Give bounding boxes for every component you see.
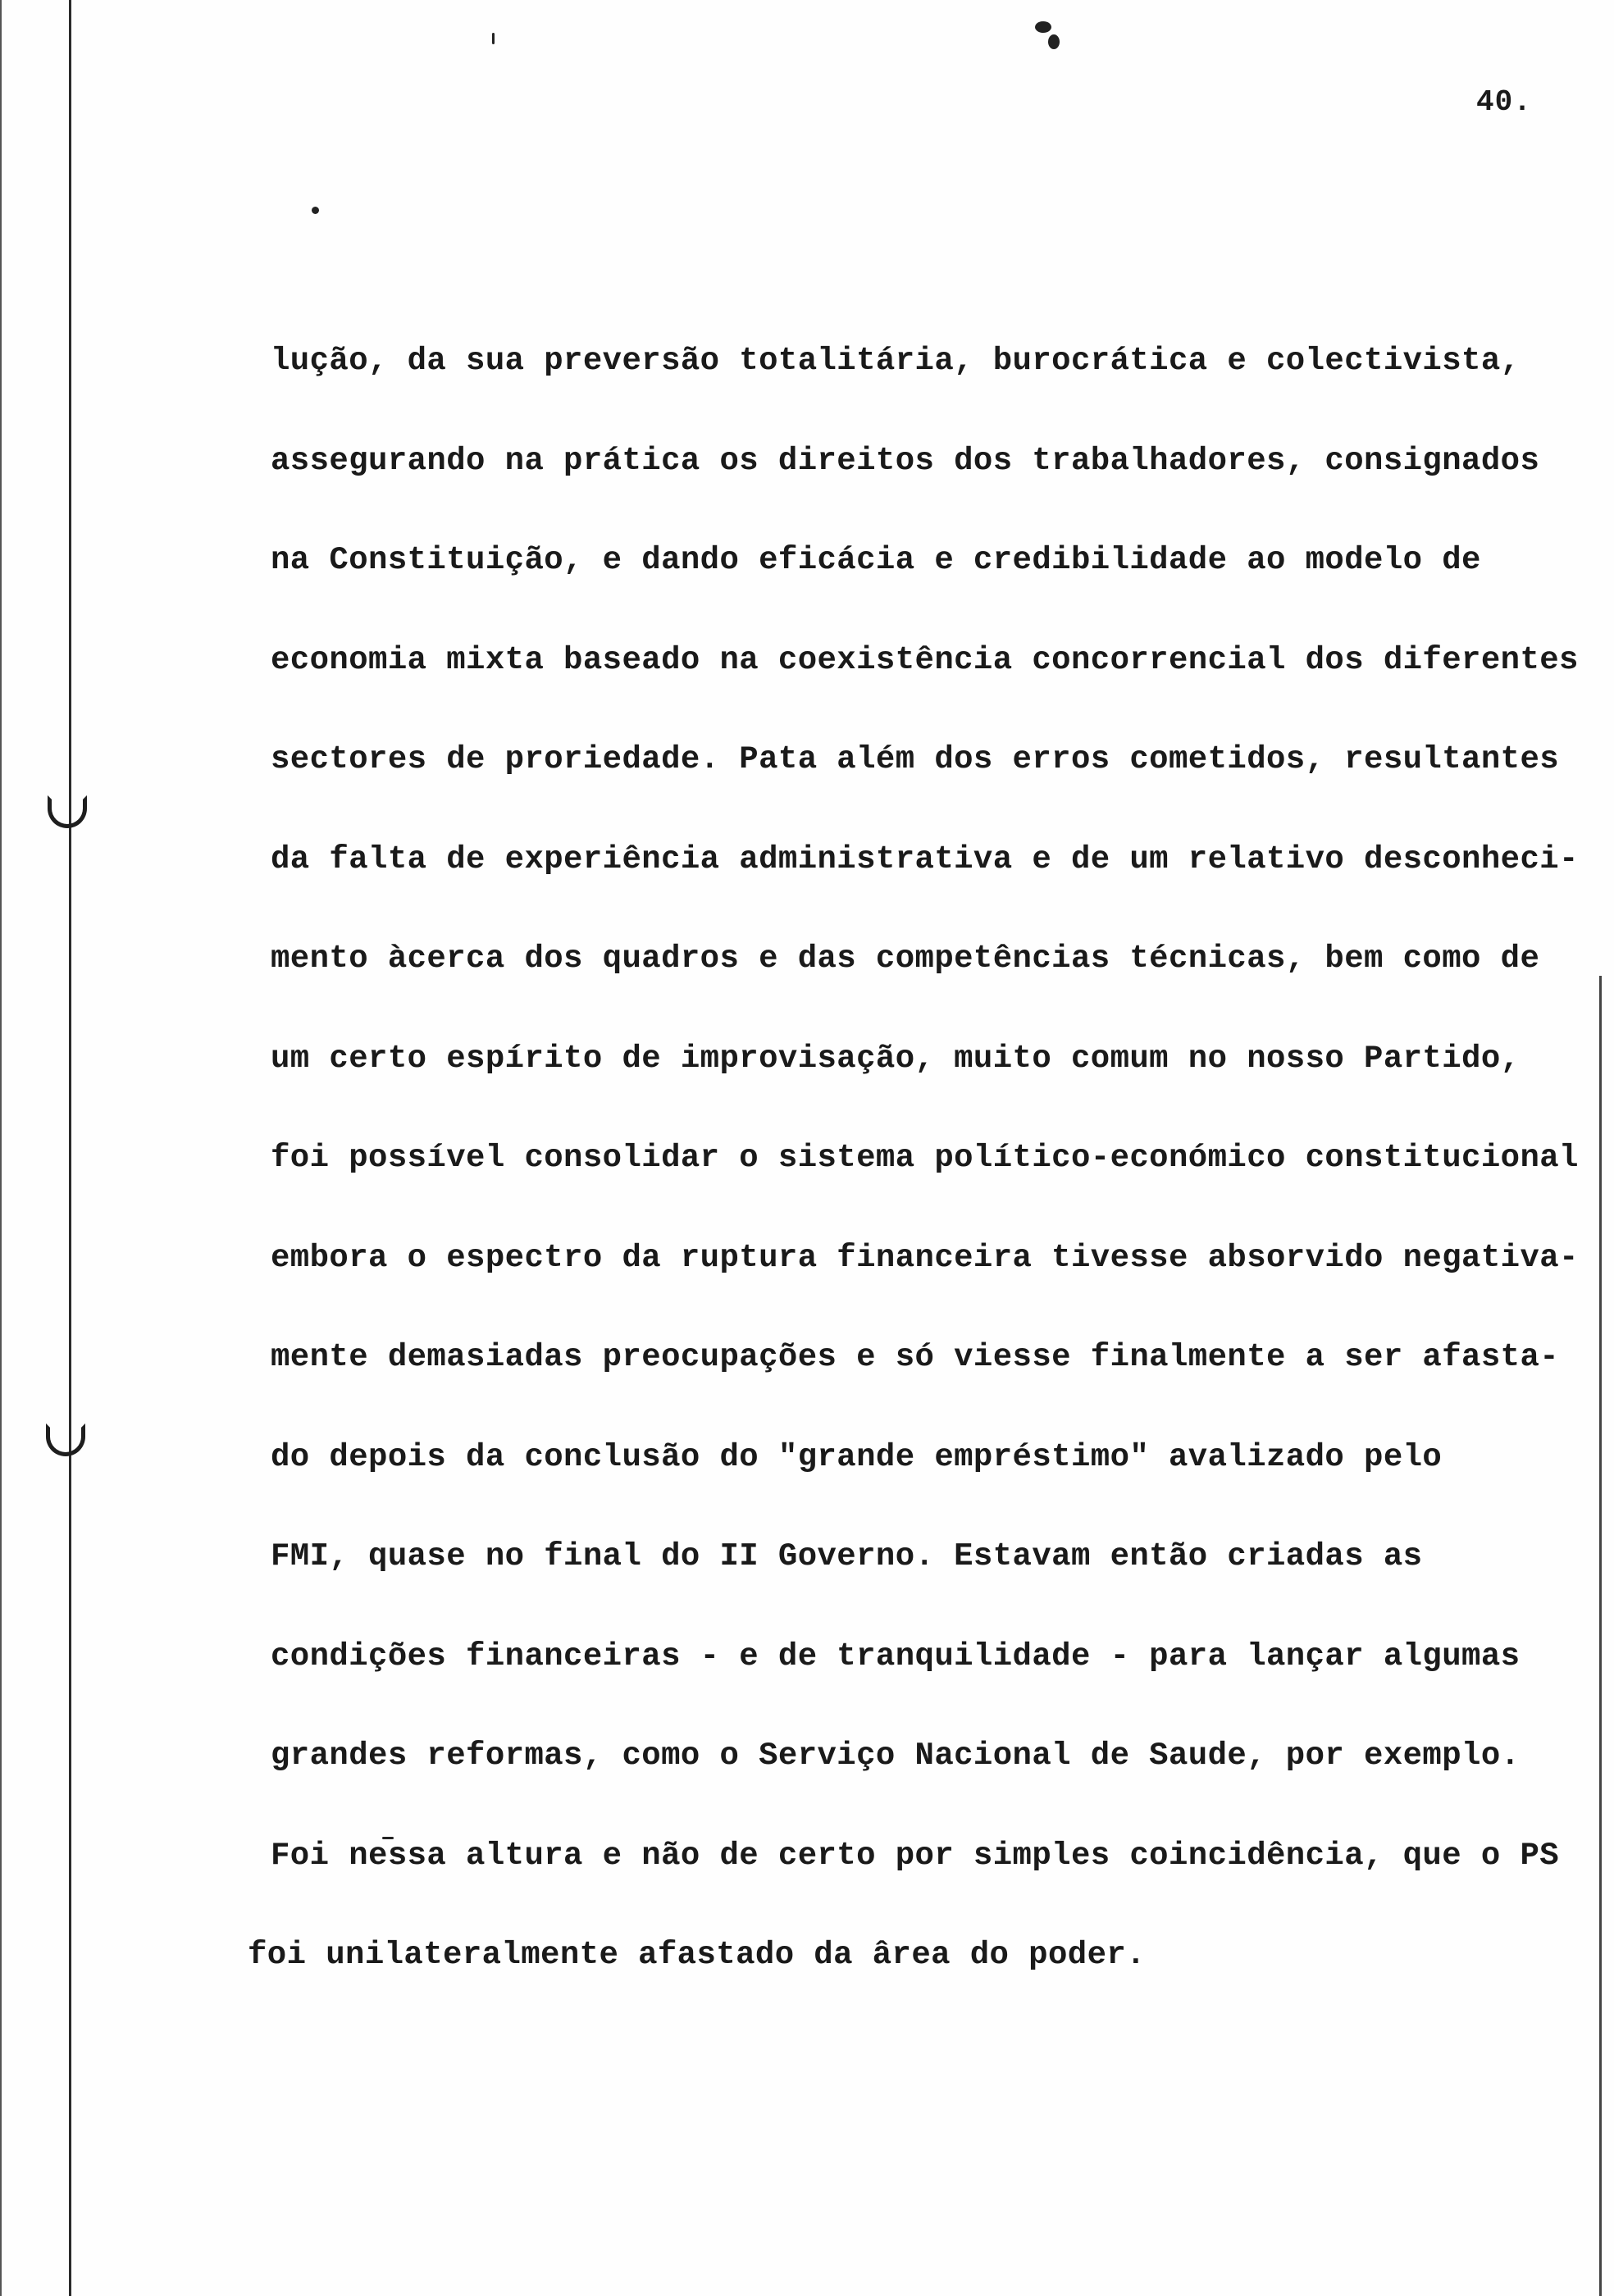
text-line: assegurando na prática os direitos dos trabalhadores, consignados	[271, 442, 1540, 479]
text-line: do depois da conclusão do "grande empréstimo" avalizado pelo	[271, 1438, 1443, 1475]
text-line: lução, da sua preversão totalitária, burocrática e colectivista,	[271, 343, 1521, 379]
text-line: um certo espírito de improvisação, muito comum no nosso Partido,	[271, 1040, 1521, 1077]
page-number: 40.	[1476, 85, 1532, 119]
punch-hole-mark-lower	[46, 1424, 85, 1456]
scan-binding-line	[69, 0, 71, 2296]
text-line: embora o espectro da ruptura financeira tivesse absorvido negativa-	[271, 1239, 1579, 1276]
scan-right-border	[1599, 976, 1602, 2296]
body-text	[248, 312, 1599, 2006]
text-line: condições financeiras - e de tranquilidade - para lançar algumas	[271, 1638, 1521, 1674]
text-line: foi possível consolidar o sistema político-económico constitucional	[271, 1140, 1579, 1176]
ink-speck	[1048, 34, 1060, 49]
text-line: FMI, quase no final do II Governo. Estavam então criadas as	[271, 1538, 1423, 1574]
scan-left-border	[0, 0, 2, 2296]
text-line: da falta de experiência administrativa e de um relativo desconheci-	[271, 840, 1579, 877]
text-line: sectores de proriedade. Pata além dos erros cometidos, resultantes	[271, 741, 1560, 777]
text-line: mente demasiadas preocupações e só viesse finalmente a ser afasta-	[271, 1339, 1560, 1375]
ink-speck	[312, 207, 319, 214]
text-line: foi unilateralmente afastado da ârea do poder.	[248, 1937, 1146, 1973]
text-line: mento àcerca dos quadros e das competências técnicas, bem como de	[271, 941, 1540, 977]
text-line: Foi nessa altura e não de certo por simples coincidência, que o PS	[271, 1837, 1560, 1874]
text-line: na Constituição, e dando eficácia e credibilidade ao modelo de	[271, 542, 1481, 578]
text-line: grandes reformas, como o Serviço Nacional de Saude, por exemplo.	[271, 1738, 1521, 1774]
ink-speck	[1035, 21, 1051, 33]
text-line: economia mixta baseado na coexistência concorrencial dos diferentes	[271, 641, 1579, 678]
punch-hole-mark-upper	[48, 795, 87, 828]
ink-speck	[492, 33, 495, 44]
